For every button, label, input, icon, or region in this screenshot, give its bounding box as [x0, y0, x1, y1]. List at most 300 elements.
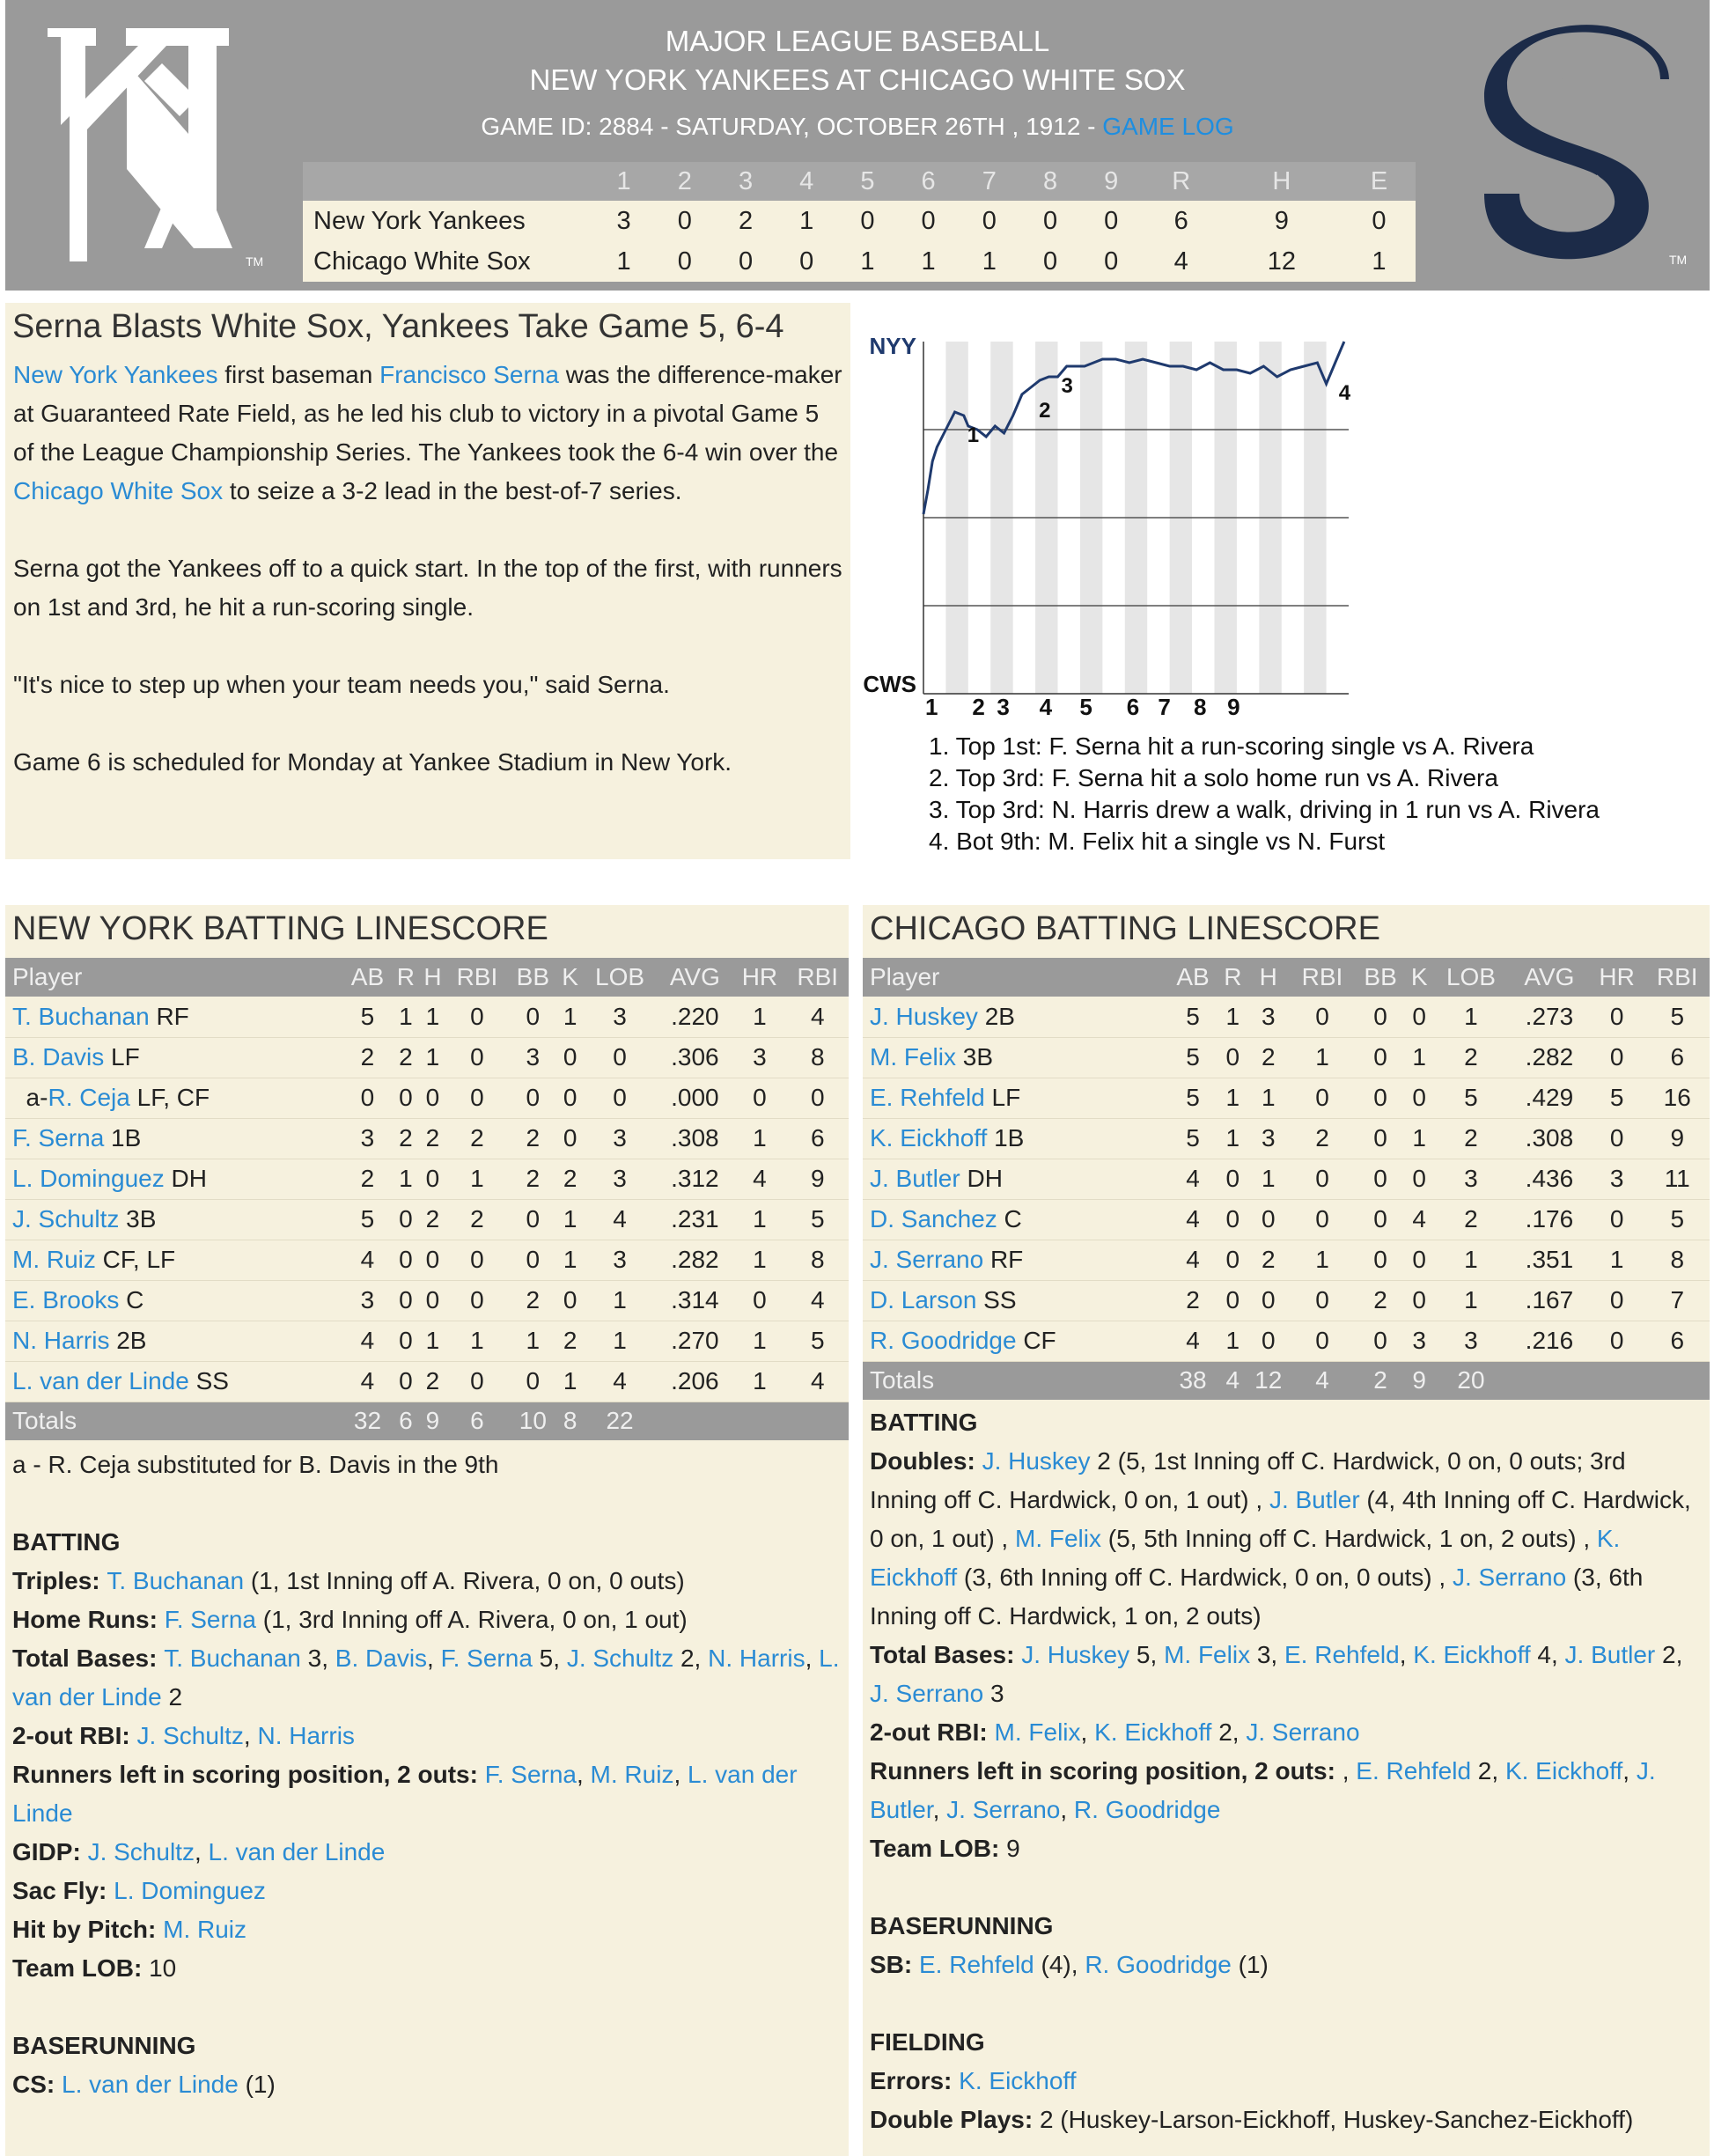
stat-cell: 0 — [393, 1078, 420, 1118]
stat-cell: 1 — [732, 1361, 786, 1402]
stat-cell: 2 — [558, 1321, 583, 1361]
substitution-note: a - R. Ceja substituted for B. Davis in the 9th — [12, 1451, 499, 1478]
table-row — [5, 1037, 849, 1078]
inning-score: 0 — [1343, 201, 1416, 241]
stat-cell: 0 — [1218, 1240, 1247, 1280]
table-row — [863, 1321, 1710, 1361]
stat-cell: 5 — [1167, 1118, 1219, 1159]
stat-cell: 5 — [1644, 1199, 1710, 1240]
inning-score: 1 — [593, 241, 654, 282]
stat-cell: 0 — [1290, 997, 1354, 1037]
player-cell — [863, 997, 1167, 1037]
player-link[interactable]: F. Serna — [164, 1606, 256, 1633]
stat-cell: 0 — [1247, 1321, 1290, 1361]
player-link[interactable]: J. Butler — [1269, 1486, 1360, 1513]
caught-stealing-line: CS: L. van der Linde (1) — [12, 2071, 276, 2098]
stat-cell: 3 — [583, 1240, 658, 1280]
stat-cell: 1 — [558, 1240, 583, 1280]
event-marker: 1 — [967, 423, 980, 447]
player-position: 3B — [119, 1205, 157, 1233]
stat-cell: 0 — [508, 1361, 557, 1402]
stat-cell: .176 — [1510, 1199, 1589, 1240]
stat-cell: 0 — [1290, 1280, 1354, 1321]
inning-score: 1 — [1343, 241, 1416, 282]
stat-cell: 3 — [508, 1037, 557, 1078]
fielding-heading: FIELDING — [870, 2028, 985, 2056]
win-probability-graph — [863, 326, 1708, 731]
totals-row — [863, 1361, 1710, 1400]
player-cell — [863, 1199, 1167, 1240]
player-link[interactable]: E. Rehfeld — [1356, 1757, 1472, 1784]
stat-cell: 11 — [1644, 1159, 1710, 1199]
column-header: HR — [741, 963, 778, 990]
stat-cell: 0 — [558, 1078, 583, 1118]
stat-cell: 2 — [508, 1280, 557, 1321]
stat-cell: 3 — [732, 1037, 786, 1078]
column-header: AVG — [1524, 963, 1575, 990]
table-row — [863, 1159, 1710, 1199]
team-name: New York Yankees — [303, 201, 593, 241]
stat-cell: 6 — [1644, 1321, 1710, 1361]
stat-cell: 2 — [419, 1199, 446, 1240]
inning-header: 2 — [677, 166, 692, 195]
player-link[interactable]: D. Sanchez — [870, 1205, 997, 1233]
player-cell — [5, 1240, 342, 1280]
inning-header: R — [1172, 166, 1191, 195]
x-tick-label: 2 — [972, 694, 985, 720]
player-link[interactable]: K. Eickhoff — [870, 1525, 1621, 1591]
stat-cell: 3 — [1406, 1321, 1431, 1361]
player-link[interactable]: E. Brooks — [12, 1286, 120, 1313]
player-cell — [863, 1280, 1167, 1321]
stat-cell: 3 — [1432, 1159, 1510, 1199]
totals-label: Totals — [863, 1361, 1167, 1400]
stat-cell: 0 — [1355, 997, 1407, 1037]
stat-cell: 5 — [1644, 997, 1710, 1037]
team-lob-line: Team LOB: 9 — [870, 1835, 1020, 1862]
stat-cell: 0 — [1290, 1199, 1354, 1240]
player-link[interactable]: K. Eickhoff — [870, 1124, 988, 1152]
player-link[interactable]: D. Larson — [870, 1286, 977, 1313]
stat-cell: .282 — [1510, 1037, 1589, 1078]
player-link[interactable]: B. Davis — [335, 1645, 428, 1672]
stat-cell: 2 — [1432, 1199, 1510, 1240]
stat-cell: 8 — [558, 1402, 583, 1440]
x-tick-label: 7 — [1158, 694, 1171, 720]
stat-cell: 0 — [1589, 997, 1645, 1037]
table-row — [863, 1240, 1710, 1280]
player-link[interactable]: J. Serrano — [870, 1246, 984, 1273]
stat-cell: 5 — [342, 997, 392, 1037]
stat-cell: 4 — [786, 997, 849, 1037]
event-marker: 3 — [1061, 374, 1073, 398]
player-link[interactable]: J. Serrano — [946, 1796, 1061, 1823]
stat-cell: 1 — [419, 1037, 446, 1078]
player-link[interactable]: J. Schultz — [566, 1645, 674, 1672]
stat-cell: 8 — [786, 1037, 849, 1078]
player-link[interactable]: J. Serrano — [870, 1680, 984, 1707]
inning-score: 0 — [654, 201, 715, 241]
inning-score: 1 — [837, 241, 898, 282]
column-header: LOB — [595, 963, 645, 990]
stat-cell — [732, 1402, 786, 1440]
inning-header: 9 — [1104, 166, 1119, 195]
stat-cell: 2 — [1355, 1361, 1407, 1400]
stat-cell: 1 — [1589, 1240, 1645, 1280]
stat-cell: 0 — [419, 1078, 446, 1118]
stat-cell: 8 — [786, 1240, 849, 1280]
table-row — [5, 997, 849, 1037]
player-link[interactable]: M. Ruiz — [590, 1761, 674, 1788]
stat-cell: 1 — [1218, 997, 1247, 1037]
stat-cell: 3 — [1247, 997, 1290, 1037]
player-link[interactable]: L. van der Linde — [208, 1838, 386, 1865]
stat-cell — [1510, 1361, 1589, 1400]
stat-cell: 0 — [1355, 1199, 1407, 1240]
batting-heading: BATTING — [870, 1409, 978, 1436]
player-link[interactable]: M. Felix — [994, 1718, 1081, 1746]
player-link[interactable]: M. Felix — [870, 1043, 956, 1071]
player-link[interactable]: M. Felix — [1015, 1525, 1101, 1552]
column-header: RBI — [1656, 963, 1698, 990]
player-cell — [5, 1078, 342, 1118]
player-link[interactable]: L. van der Linde — [12, 1645, 840, 1711]
ny-batting-title: NEW YORK BATTING LINESCORE — [12, 910, 548, 947]
player-link[interactable]: L. van der Linde — [62, 2071, 239, 2098]
column-header: BB — [1364, 963, 1397, 990]
stat-cell: 8 — [1644, 1240, 1710, 1280]
stat-cell: 1 — [1247, 1159, 1290, 1199]
sub-prefix: a- — [12, 1084, 48, 1111]
linescore-row — [303, 241, 1416, 282]
stat-cell: 0 — [558, 1280, 583, 1321]
win-probability-key — [929, 731, 1600, 857]
player-link[interactable]: M. Ruiz — [12, 1246, 96, 1273]
stat-cell: 1 — [1218, 1078, 1247, 1118]
inning-score: 0 — [715, 241, 776, 282]
stat-cell: 0 — [446, 1037, 508, 1078]
stat-cell: 4 — [342, 1361, 392, 1402]
stat-cell: 2 — [558, 1159, 583, 1199]
stat-cell: 4 — [1406, 1199, 1431, 1240]
stat-cell: 0 — [1589, 1199, 1645, 1240]
story-paragraph: Game 6 is scheduled for Monday at Yankee Stadium in New York. — [13, 748, 732, 776]
stat-cell: 2 — [446, 1199, 508, 1240]
stat-cell: .216 — [1510, 1321, 1589, 1361]
stat-cell: 1 — [1406, 1118, 1431, 1159]
column-header: RBI — [456, 963, 498, 990]
player-link[interactable]: J. Serrano — [1246, 1718, 1360, 1746]
stat-cell: 0 — [446, 1078, 508, 1118]
x-tick-label: 4 — [1039, 694, 1053, 720]
player-position: RF — [149, 1002, 189, 1030]
player-position: LF — [984, 1084, 1021, 1111]
stat-cell: 0 — [732, 1078, 786, 1118]
player-link[interactable]: R. Goodridge — [1073, 1796, 1221, 1823]
column-header: K — [1410, 963, 1428, 990]
table-row — [863, 1118, 1710, 1159]
player-link[interactable]: J. Butler — [870, 1757, 1656, 1823]
stat-cell: 9 — [1644, 1118, 1710, 1159]
stat-cell: 3 — [1247, 1118, 1290, 1159]
player-link[interactable]: J. Butler — [1564, 1641, 1656, 1668]
player-link[interactable]: N. Harris — [257, 1722, 355, 1749]
player-position: DH — [960, 1165, 1003, 1192]
player-cell — [5, 1321, 342, 1361]
stat-cell: 1 — [1432, 1240, 1510, 1280]
stat-cell: 5 — [1167, 1037, 1219, 1078]
stat-cell: 0 — [1589, 1118, 1645, 1159]
matchup-title: NEW YORK YANKEES AT CHICAGO WHITE SOX — [529, 63, 1186, 96]
stat-cell: 2 — [508, 1159, 557, 1199]
stat-cell: 1 — [508, 1321, 557, 1361]
key-item: 3. Top 3rd: N. Harris drew a walk, driving in 1 run vs A. Rivera — [929, 796, 1600, 823]
player-cell — [863, 1321, 1167, 1361]
stat-cell: 1 — [1432, 1280, 1510, 1321]
stolen-bases-line: SB: E. Rehfeld (4), R. Goodridge (1) — [870, 1951, 1269, 1978]
player-link[interactable]: L. Dominguez — [12, 1165, 165, 1192]
player-link[interactable]: L. van der Linde — [12, 1761, 798, 1827]
hbp-line: Hit by Pitch: M. Ruiz — [12, 1916, 247, 1943]
player-link[interactable]: E. Rehfeld — [919, 1951, 1034, 1978]
stat-cell: 1 — [732, 1321, 786, 1361]
player-link[interactable]: M. Felix — [1164, 1641, 1251, 1668]
stat-cell: 0 — [1218, 1199, 1247, 1240]
player-link[interactable]: J. Huskey — [870, 1002, 978, 1030]
player-link[interactable]: J. Schultz — [12, 1205, 120, 1233]
stat-cell: 0 — [1589, 1321, 1645, 1361]
stat-cell: 0 — [1406, 1159, 1431, 1199]
stat-cell: 1 — [1432, 997, 1510, 1037]
player-link-serna[interactable]: Francisco Serna — [379, 361, 559, 388]
stat-cell: 0 — [583, 1037, 658, 1078]
total-bases-line: Total Bases: J. Huskey 5, M. Felix 3, E. Rehfeld, K. Eickhoff 4, J. Butler 2, J. Serrano 3 — [870, 1641, 1683, 1707]
player-link[interactable]: N. Harris — [708, 1645, 806, 1672]
player-position: DH — [164, 1165, 207, 1192]
stat-cell: 1 — [583, 1280, 658, 1321]
column-header: AVG — [669, 963, 720, 990]
errors-line: Errors: K. Eickhoff — [870, 2067, 1077, 2094]
stat-cell: 0 — [1406, 997, 1431, 1037]
stat-cell: 0 — [1355, 1240, 1407, 1280]
inning-score: 0 — [1019, 241, 1080, 282]
player-link[interactable]: B. Davis — [12, 1043, 105, 1071]
stat-cell: 5 — [786, 1199, 849, 1240]
player-link[interactable]: L. van der Linde — [12, 1367, 189, 1394]
stat-cell: 0 — [446, 1280, 508, 1321]
stat-cell: 10 — [508, 1402, 557, 1440]
white-sox-logo — [1458, 18, 1696, 273]
stat-cell — [1644, 1361, 1710, 1400]
player-link[interactable]: N. Harris — [12, 1327, 110, 1354]
stat-cell: 2 — [1432, 1118, 1510, 1159]
stat-cell: 3 — [1432, 1321, 1510, 1361]
stat-cell: 2 — [508, 1118, 557, 1159]
stat-cell: 0 — [583, 1078, 658, 1118]
inning-header: 6 — [921, 166, 936, 195]
player-link[interactable]: K. Eickhoff — [1094, 1718, 1212, 1746]
stat-cell — [657, 1402, 732, 1440]
player-link[interactable]: R. Goodridge — [870, 1327, 1017, 1354]
stat-cell: 12 — [1247, 1361, 1290, 1400]
player-link[interactable]: J. Serrano — [1452, 1564, 1567, 1591]
player-link[interactable]: M. Ruiz — [163, 1916, 247, 1943]
stat-cell: 0 — [1290, 1321, 1354, 1361]
stat-cell: 1 — [393, 1159, 420, 1199]
table-row — [5, 1078, 849, 1118]
team-link-nyy[interactable]: New York Yankees — [13, 361, 218, 388]
stat-cell: 3 — [583, 997, 658, 1037]
stat-cell: 4 — [732, 1159, 786, 1199]
inning-score: 1 — [959, 241, 1019, 282]
inning-header: 4 — [799, 166, 814, 195]
player-link[interactable]: E. Rehfeld — [870, 1084, 985, 1111]
table-row — [5, 1159, 849, 1199]
player-link[interactable]: F. Serna — [12, 1124, 105, 1152]
stat-cell: 9 — [786, 1159, 849, 1199]
stat-cell: 4 — [342, 1321, 392, 1361]
player-link[interactable]: L. Dominguez — [114, 1877, 266, 1904]
player-link[interactable]: T. Buchanan — [164, 1645, 301, 1672]
stat-cell: 0 — [1290, 1078, 1354, 1118]
player-link[interactable]: K. Eickhoff — [1504, 1757, 1623, 1784]
stat-cell: 1 — [446, 1159, 508, 1199]
stat-cell: 5 — [1432, 1078, 1510, 1118]
stat-cell: 2 — [419, 1361, 446, 1402]
stat-cell: .306 — [657, 1037, 732, 1078]
player-position: C — [997, 1205, 1022, 1233]
stat-cell: 0 — [1355, 1321, 1407, 1361]
stat-cell: .000 — [657, 1078, 732, 1118]
inning-score: 1 — [776, 201, 837, 241]
svg-text:TM: TM — [1669, 253, 1688, 267]
event-marker: 2 — [1039, 399, 1051, 423]
stat-cell: 0 — [393, 1240, 420, 1280]
player-link[interactable]: F. Serna — [484, 1761, 577, 1788]
player-link[interactable]: F. Serna — [440, 1645, 533, 1672]
stat-cell: .436 — [1510, 1159, 1589, 1199]
key-item: 1. Top 1st: F. Serna hit a run-scoring single vs A. Rivera — [929, 732, 1534, 760]
inning-score: 0 — [654, 241, 715, 282]
cws-batting-table — [863, 958, 1710, 1400]
player-cell — [863, 1240, 1167, 1280]
stat-cell: 1 — [558, 997, 583, 1037]
stat-cell: 5 — [1167, 997, 1219, 1037]
player-position: 2B — [109, 1327, 147, 1354]
game-log-link[interactable]: GAME LOG — [1102, 113, 1234, 140]
cws-batting-panel — [863, 905, 1710, 2156]
column-header: AB — [350, 963, 385, 990]
table-row — [863, 1199, 1710, 1240]
stat-cell: 4 — [1218, 1361, 1247, 1400]
stat-cell: 2 — [342, 1159, 392, 1199]
inning-header: 1 — [616, 166, 631, 195]
column-header: K — [562, 963, 578, 990]
table-row — [5, 1280, 849, 1321]
stat-cell: 0 — [446, 1240, 508, 1280]
player-link[interactable]: J. Schultz — [136, 1722, 244, 1749]
story-paragraph: New York Yankees first baseman Francisco Serna was the difference-maker at Guaranteed Rate Field, as he led his club to victory in a pivotal Game 5 of the League Championship Series. The Yankees took the 6-4 win over the Chicago White Sox to seize a 3-2 lead in the best-of-7 series. — [13, 361, 842, 504]
column-header: RBI — [797, 963, 839, 990]
player-link[interactable]: T. Buchanan — [12, 1002, 150, 1030]
stat-cell: 0 — [732, 1280, 786, 1321]
stat-cell: 0 — [1406, 1240, 1431, 1280]
player-link[interactable]: R. Goodridge — [1085, 1951, 1232, 1978]
stat-cell: 3 — [342, 1280, 392, 1321]
stat-cell: 0 — [1290, 1159, 1354, 1199]
game-header — [5, 0, 1710, 291]
batting-heading: BATTING — [12, 1528, 121, 1556]
stat-cell: 3 — [583, 1118, 658, 1159]
player-cell — [5, 997, 342, 1037]
player-position: 3B — [956, 1043, 994, 1071]
player-link[interactable]: J. Huskey — [1021, 1641, 1130, 1668]
stat-cell: 4 — [583, 1199, 658, 1240]
stat-cell: 4 — [1167, 1240, 1219, 1280]
inning-header: 3 — [738, 166, 754, 195]
table-row — [863, 1078, 1710, 1118]
stat-cell: 0 — [786, 1078, 849, 1118]
stat-cell: 1 — [583, 1321, 658, 1361]
stat-cell: 1 — [558, 1361, 583, 1402]
stat-cell: 1 — [732, 1118, 786, 1159]
inning-header: H — [1272, 166, 1291, 195]
player-link[interactable]: E. Rehfeld — [1284, 1641, 1400, 1668]
player-link[interactable]: K. Eickhoff — [1413, 1641, 1531, 1668]
stat-cell: 0 — [1355, 1118, 1407, 1159]
stat-cell: 0 — [558, 1118, 583, 1159]
stat-cell: 1 — [558, 1199, 583, 1240]
rlsp-line: Runners left in scoring position, 2 outs: , E. Rehfeld 2, K. Eickhoff, J. Butler, J. Serrano, R. Goodridge — [870, 1757, 1656, 1823]
team-link-cws[interactable]: Chicago White Sox — [13, 477, 224, 504]
story-paragraph: "It's nice to step up when your team needs you," said Serna. — [13, 671, 670, 698]
inning-score: 0 — [837, 201, 898, 241]
totals-row — [5, 1402, 849, 1440]
player-link[interactable]: R. Ceja — [48, 1084, 130, 1111]
table-row — [5, 1118, 849, 1159]
stat-cell: 0 — [1218, 1037, 1247, 1078]
stat-cell: 1 — [732, 1240, 786, 1280]
player-link[interactable]: J. Butler — [870, 1165, 960, 1192]
x-tick-label: 6 — [1126, 694, 1140, 720]
player-link[interactable]: J. Huskey — [982, 1447, 1091, 1475]
player-position: RF — [983, 1246, 1024, 1273]
total-bases-line: Total Bases: T. Buchanan 3, B. Davis, F. Serna 5, J. Schultz 2, N. Harris, L. van der Linde 2 — [12, 1645, 840, 1711]
player-link[interactable]: T. Buchanan — [107, 1567, 245, 1594]
player-position: CF — [1016, 1327, 1056, 1354]
stat-cell: 2 — [419, 1118, 446, 1159]
stat-cell: 0 — [1355, 1037, 1407, 1078]
stat-cell: 9 — [419, 1402, 446, 1440]
ny-batting-table — [5, 958, 849, 1440]
stat-cell: 38 — [1167, 1361, 1219, 1400]
stat-cell: 2 — [393, 1118, 420, 1159]
inning-score: 0 — [1081, 241, 1142, 282]
player-position: 1B — [104, 1124, 142, 1152]
svg-text:TM: TM — [246, 254, 264, 269]
inning-score: 1 — [898, 241, 959, 282]
gidp-line: GIDP: J. Schultz, L. van der Linde — [12, 1838, 386, 1865]
stat-cell: 1 — [419, 997, 446, 1037]
player-link[interactable]: K. Eickhoff — [959, 2067, 1077, 2094]
story-headline: Serna Blasts White Sox, Yankees Take Game 5, 6-4 — [12, 308, 784, 345]
player-link[interactable]: J. Schultz — [87, 1838, 195, 1865]
stat-cell: 0 — [508, 1078, 557, 1118]
stat-cell: 0 — [508, 1199, 557, 1240]
ny-batting-panel — [5, 905, 849, 2156]
stat-cell: 2 — [1355, 1280, 1407, 1321]
triples-line: Triples: T. Buchanan (1, 1st Inning off A. Rivera, 0 on, 0 outs) — [12, 1567, 685, 1594]
